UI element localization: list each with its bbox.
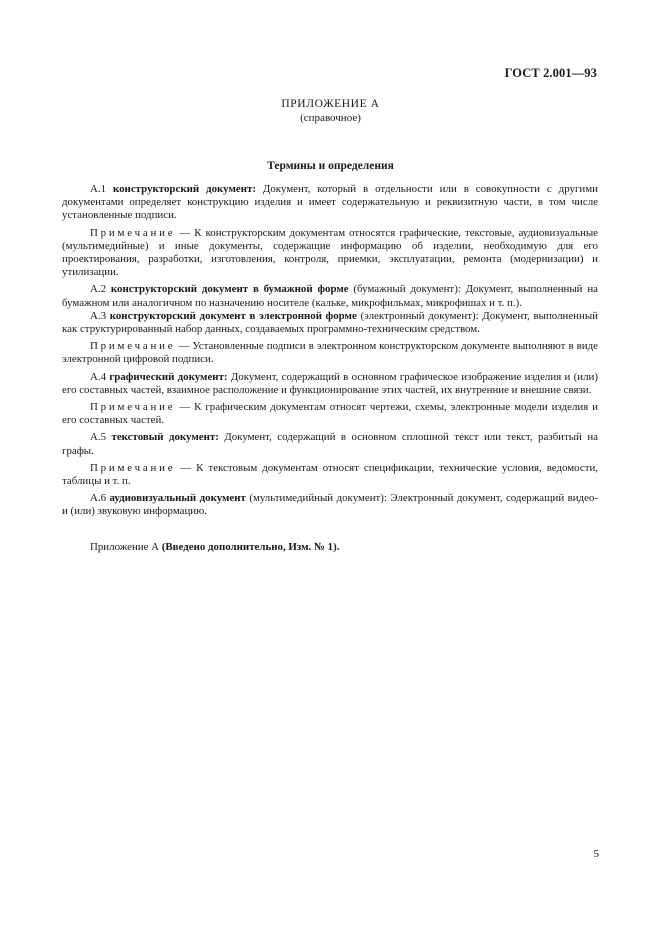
term-a5 [62,431,598,457]
term-a3 [62,310,598,336]
appendix-subtitle: (справочное) [300,112,361,124]
term-a6 [62,492,598,518]
term-definition: Документ, содержащий в основном сплошной текст или текст, разбитый на графы. [62,431,598,457]
note-text: — К текстовым документам относят спецификации, технические условия, ведомости, таблицы и т. п. [62,461,598,488]
term-number: А.4 [90,370,107,383]
note-3 [62,401,598,427]
note-text: — К конструкторским документам относятся графические, текстовые, аудиовизуальные (мультимедийные) и иные документы, содержащие информацию об изделии, необходимую для его проектирования, разработки, изготовления, контроля, приемки, эксплуатации, ремонта (модернизации) и утилизации. [62,226,598,279]
note-text: — Установленные подписи в электронном конструкторском документе выполняют в виде электронной цифровой подписи. [62,340,598,366]
term-number: А.3 [90,309,107,322]
term-name: аудиовизуальный документ [109,492,246,505]
note-label: Примечание [90,401,176,414]
note-label: Примечание [90,226,176,239]
term-definition: (электронный документ): Документ, выполненный как структурированный набор данных, создаваемых программно-техническим средством. [62,309,598,336]
term-name: графический документ: [109,370,228,383]
term-definition: (бумажный документ): Документ, выполненный на бумажном или аналогичном по назначению носителе (кальке, микрофильмах, микрофишах и т. п.). [62,283,598,309]
amendment-text: (Введено дополнительно, Изм. № 1). [161,540,340,553]
term-name: текстовый документ: [111,431,219,444]
note-4 [62,462,598,488]
term-definition: Документ, содержащий в основном графическое изображение изделия и (или) его составных частей, взаимное расположение и функционирование этих частей, их внутренние и внешние связи. [62,370,598,396]
amendment-note [62,541,598,554]
term-definition: (мультимедийный документ): Электронный документ, содержащий видео- и (или) звуковую информацию. [62,492,599,518]
note-label: Примечание [90,340,176,353]
document-body [62,183,598,554]
appendix-title: ПРИЛОЖЕНИЕ А [281,98,380,110]
document-code: ГОСТ 2.001—93 [504,66,597,80]
page-number: 5 [593,848,599,860]
term-name: конструкторский документ: [112,183,256,195]
term-name: конструкторский документ в электронной форме [109,309,357,322]
term-number: А.5 [90,431,107,444]
note-label: Примечание [90,461,176,474]
term-a2 [62,283,598,309]
term-name: конструкторский документ в бумажной форме [110,283,349,296]
amendment-prefix: Приложение А [90,540,162,553]
section-heading: Термины и определения [267,160,394,172]
term-definition: Документ, который в отдельности или в совокупности с другими документами определяет конструкцию изделия и имеет содержательную и реквизитную части, в том числе установленные подписи. [62,183,598,222]
note-2 [62,340,598,366]
term-number: А.2 [90,283,107,296]
term-a1 [62,183,598,223]
term-number: А.1 [90,183,107,195]
note-1 [62,227,598,280]
term-number: А.6 [90,492,107,505]
term-a4 [62,371,598,397]
note-text: — К графическим документам относят чертежи, схемы, электронные модели изделия и его составных частей. [62,401,598,427]
